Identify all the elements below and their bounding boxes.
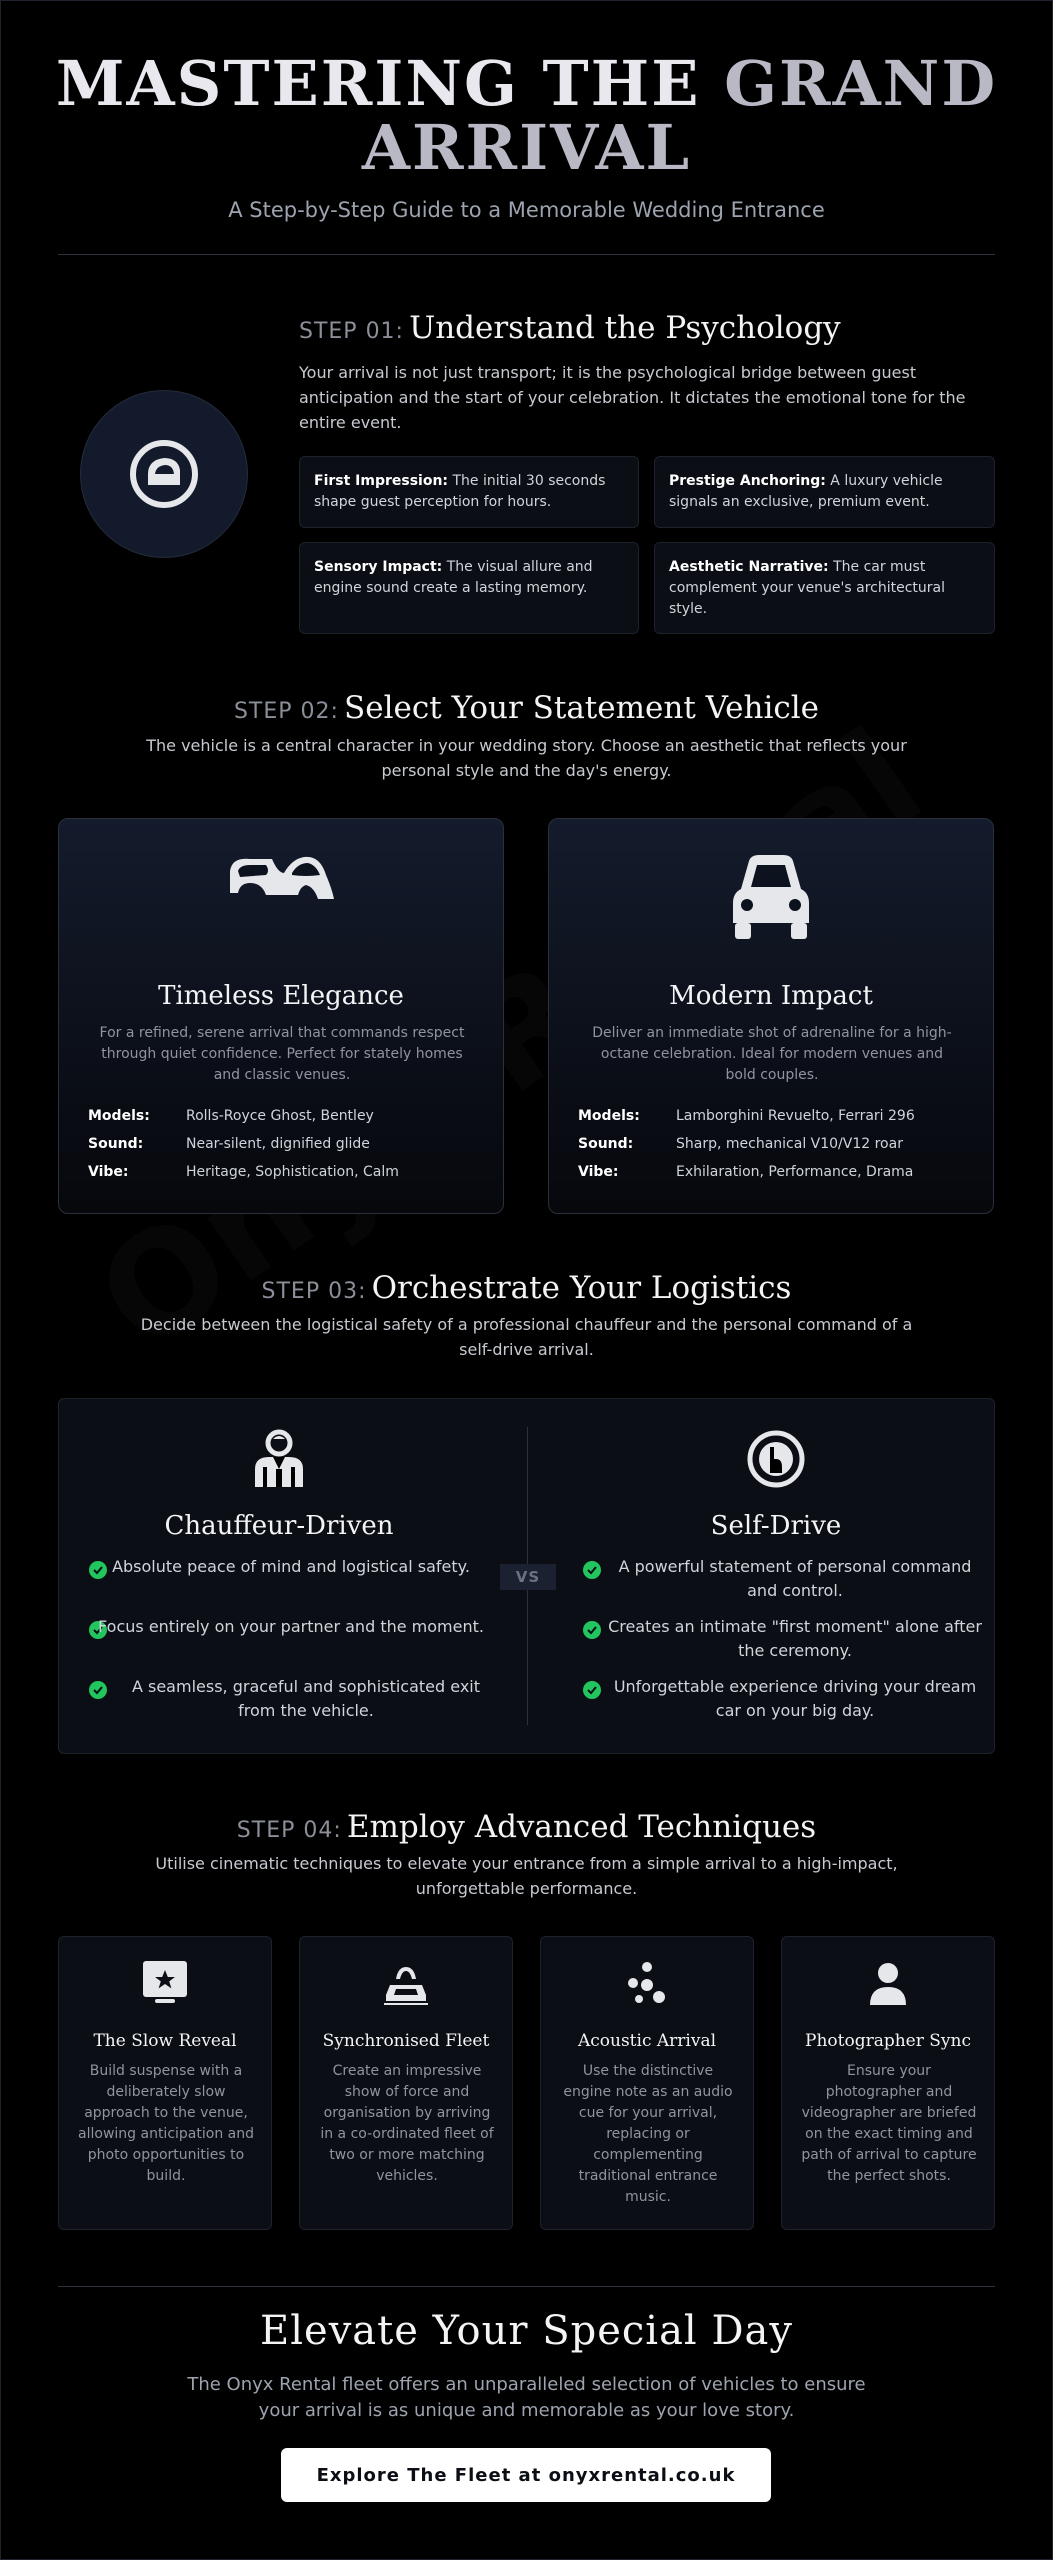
option-point: Creates an intimate "first moment" alone after the ceremony. — [608, 1617, 982, 1660]
step2-title: Select Your Statement Vehicle — [344, 690, 820, 726]
logistics-panel — [58, 1398, 995, 1754]
spec-key: Vibe: — [578, 1164, 619, 1180]
fact-text: A luxury vehicle signals an exclusive, premium event. — [669, 473, 943, 510]
fact-card — [299, 456, 639, 528]
vehicle-title: Modern Impact — [669, 981, 873, 1011]
step1-title: Understand the Psychology — [409, 310, 841, 346]
divider — [58, 254, 995, 255]
step2-text: The vehicle is a central character in your wedding story. Choose an aesthetic that reflects your personal style and the day's energy. — [146, 736, 907, 780]
fact-title: First Impression: — [314, 473, 449, 489]
spec-value: Rolls-Royce Ghost, Bentley — [186, 1108, 374, 1124]
fact-card — [654, 456, 995, 528]
photographer-icon — [864, 1959, 912, 2007]
spec-value: Heritage, Sophistication, Calm — [186, 1164, 399, 1180]
option-point: Focus entirely on your partner and the moment. — [98, 1617, 484, 1636]
step4-title: Employ Advanced Techniques — [346, 1809, 817, 1845]
technique-title: Synchronised Fleet — [322, 2031, 490, 2051]
spec-key: Sound: — [578, 1136, 634, 1152]
fact-text: The visual allure and engine sound create a lasting memory. — [314, 559, 593, 596]
step4-heading — [0, 1809, 1053, 1845]
technique-title: The Slow Reveal — [93, 2031, 237, 2051]
fact-text: The car must complement your venue's architectural style. — [669, 559, 946, 617]
spec-key: Sound: — [88, 1136, 144, 1152]
steering-wheel-icon — [746, 1429, 806, 1489]
vehicle-card-elegance — [58, 818, 504, 1214]
step3-text: Decide between the logistical safety of a professional chauffeur and the personal command of a self-drive arrival. — [140, 1315, 913, 1359]
step1-heading — [299, 310, 841, 346]
step4-label: STEP 04: — [236, 1818, 342, 1843]
vehicle-card-modern — [548, 818, 994, 1214]
technique-card — [540, 1936, 754, 2230]
title-line2: ARRIVAL — [361, 111, 692, 184]
spec-value: Lamborghini Revuelto, Ferrari 296 — [676, 1108, 915, 1124]
spec-key: Models: — [88, 1108, 150, 1124]
check-icon — [89, 1681, 107, 1699]
vehicle-title: Timeless Elegance — [158, 981, 404, 1011]
vehicle-desc: For a refined, serene arrival that commands respect through quiet confidence. Perfect for stately homes and classic venues. — [99, 1025, 465, 1083]
brain-icon-circle — [80, 390, 248, 558]
technique-desc: Create an impressive show of force and organisation by arriving in a co-ordinated fleet of two or more matching vehicles. — [320, 2063, 494, 2184]
option-point: Unforgettable experience driving your dream car on your big day. — [613, 1677, 977, 1720]
fact-card — [654, 542, 995, 634]
technique-card — [58, 1936, 272, 2230]
technique-desc: Ensure your photographer and videographer are briefed on the exact timing and path of arrival to capture the perfect shots. — [801, 2063, 977, 2184]
footer-text: The Onyx Rental fleet offers an unparalleled selection of vehicles to ensure your arrival is as unique and memorable as your love story. — [187, 2374, 866, 2421]
vehicle-desc: Deliver an immediate shot of adrenaline for a high-octane celebration. Ideal for modern venues and bold couples. — [592, 1025, 952, 1083]
check-icon — [583, 1561, 601, 1579]
technique-desc: Build suspense with a deliberately slow approach to the venue, allowing anticipation and photo opportunities to build. — [78, 2063, 254, 2184]
title-line1-dim: GRAND — [724, 47, 998, 120]
spec-value: Exhilaration, Performance, Drama — [676, 1164, 914, 1180]
fact-card — [299, 542, 639, 634]
title-line1-bright: MASTERING THE — [55, 47, 725, 120]
technique-title: Photographer Sync — [805, 2031, 971, 2051]
check-icon — [583, 1621, 601, 1639]
step1-text: Your arrival is not just transport; it is the psychological bridge between guest anticipation and the start of your celebration. It dictates the emotional tone for the entire event. — [299, 363, 966, 432]
fleet-icon — [382, 1959, 430, 2007]
spec-key: Vibe: — [88, 1164, 129, 1180]
step3-label: STEP 03: — [261, 1279, 367, 1304]
fact-title: Sensory Impact: — [314, 559, 443, 575]
spec-value: Sharp, mechanical V10/V12 roar — [676, 1136, 903, 1152]
option-point: A powerful statement of personal command and control. — [618, 1557, 972, 1600]
check-icon — [583, 1681, 601, 1699]
technique-card — [781, 1936, 995, 2230]
sound-icon — [623, 1959, 671, 2007]
spec-key: Models: — [578, 1108, 640, 1124]
fact-text: The initial 30 seconds shape guest perception for hours. — [314, 473, 606, 510]
option-point: A seamless, graceful and sophisticated exit from the vehicle. — [131, 1677, 481, 1720]
step2-label: STEP 02: — [233, 699, 339, 724]
technique-card — [299, 1936, 513, 2230]
option-title: Self-Drive — [710, 1511, 842, 1541]
explore-fleet-button[interactable]: Explore The Fleet at onyxrental.co.uk — [281, 2448, 771, 2502]
vs-badge: VS — [500, 1564, 556, 1590]
technique-desc: Use the distinctive engine note as an audio cue for your arrival, replacing or complementing traditional entrance music. — [563, 2063, 733, 2205]
technique-title: Acoustic Arrival — [577, 2031, 717, 2051]
step2-heading — [0, 690, 1053, 726]
step1-label: STEP 01: — [299, 319, 404, 344]
step3-heading — [0, 1270, 1053, 1306]
page-title — [0, 47, 1053, 184]
divider — [58, 2286, 995, 2287]
option-title: Chauffeur-Driven — [164, 1511, 394, 1541]
star-screen-icon — [141, 1959, 189, 2007]
spec-value: Near-silent, dignified glide — [186, 1136, 370, 1152]
sports-car-icon — [723, 849, 819, 945]
option-point: Absolute peace of mind and logistical safety. — [112, 1557, 470, 1576]
step4-text: Utilise cinematic techniques to elevate your entrance from a simple arrival to a high-impact, unforgettable performance. — [155, 1854, 898, 1898]
fact-title: Prestige Anchoring: — [669, 473, 826, 489]
fact-title: Aesthetic Narrative: — [669, 559, 829, 575]
chauffeur-icon — [251, 1429, 307, 1489]
step3-title: Orchestrate Your Logistics — [371, 1270, 792, 1306]
classic-car-icon — [226, 849, 336, 909]
brain-icon — [128, 438, 200, 510]
footer-title: Elevate Your Special Day — [260, 2308, 793, 2354]
page-subtitle: A Step-by-Step Guide to a Memorable Wedding Entrance — [228, 198, 825, 222]
